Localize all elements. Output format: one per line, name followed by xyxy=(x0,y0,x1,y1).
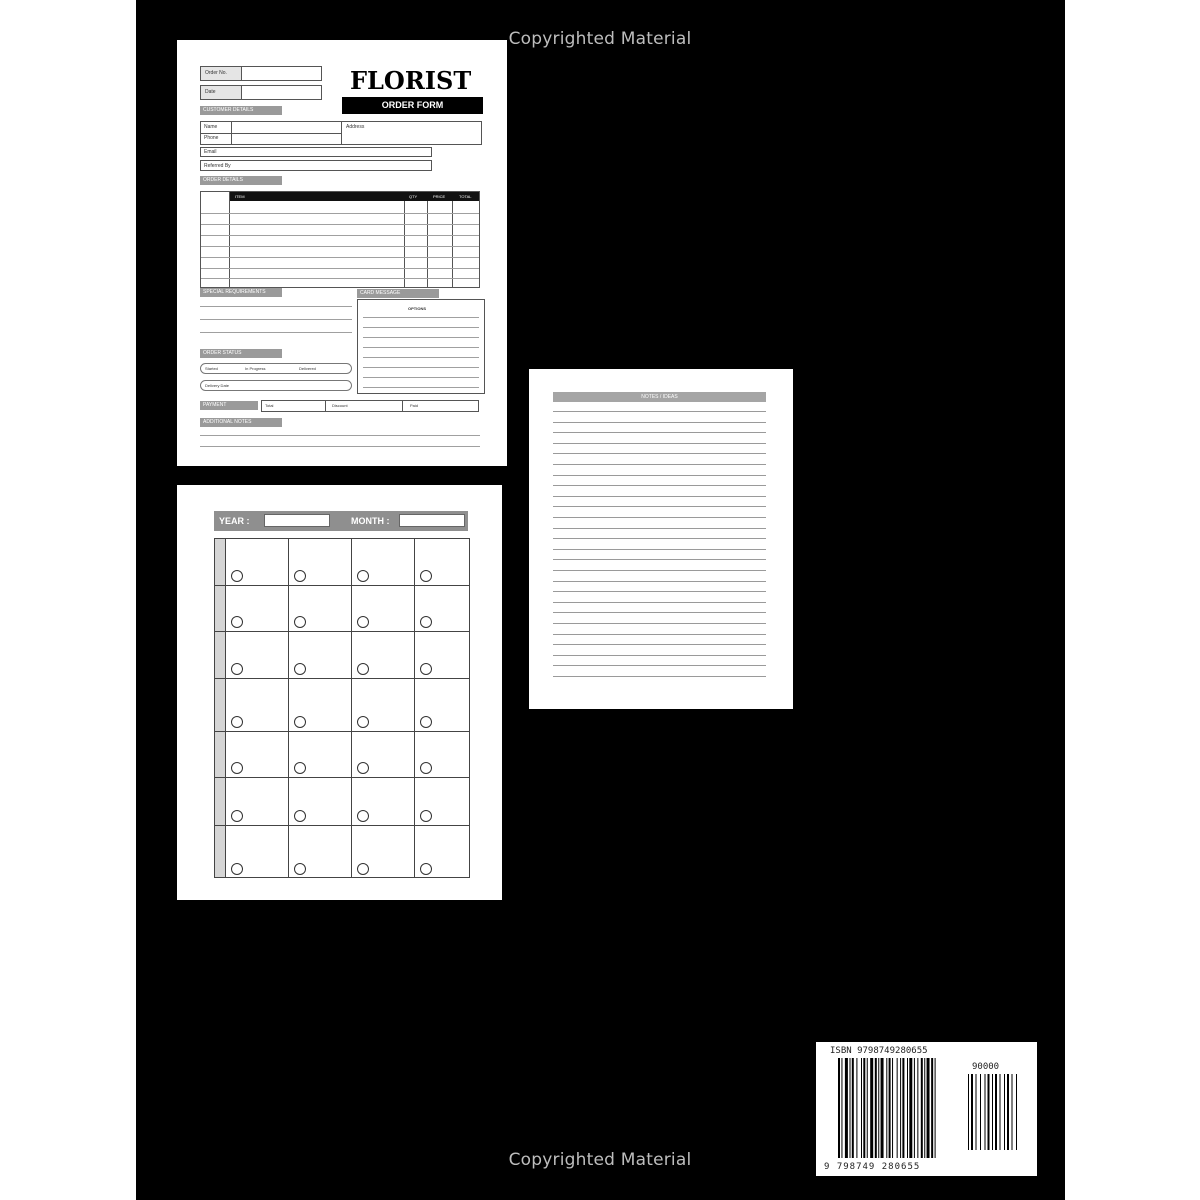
calendar-day-circle xyxy=(294,810,306,822)
barcode-bar xyxy=(976,1074,977,1150)
notes-line xyxy=(553,432,766,433)
barcode-bar xyxy=(902,1058,904,1158)
calendar-day-circle xyxy=(294,762,306,774)
order-table-header xyxy=(229,192,479,201)
notes-line xyxy=(553,665,766,666)
barcode-bar xyxy=(861,1058,862,1158)
card-message-header: CARD MESSAGE xyxy=(357,289,439,298)
barcode-bar xyxy=(968,1074,969,1150)
watermark-top: Copyrighted Material xyxy=(508,29,692,49)
barcode-bar xyxy=(856,1058,857,1158)
notes-line xyxy=(553,602,766,603)
notes-header: NOTES / IDEAS xyxy=(553,392,766,402)
calendar-day-circle xyxy=(294,863,306,875)
notes-line xyxy=(553,485,766,486)
notes-line xyxy=(553,559,766,560)
order-form-page xyxy=(177,40,507,466)
calendar-day-circle xyxy=(357,663,369,675)
col-qty: QTY xyxy=(409,194,418,199)
calendar-row-line xyxy=(214,631,470,632)
notes-line xyxy=(553,443,766,444)
calendar-day-circle xyxy=(420,570,432,582)
calendar-day-circle xyxy=(231,863,243,875)
calendar-col-line xyxy=(288,538,289,878)
isbn-text: ISBN 9798749280655 xyxy=(830,1046,928,1056)
watermark-bottom: Copyrighted Material xyxy=(508,1150,692,1170)
barcode-bar xyxy=(971,1074,973,1150)
month-label: MONTH : xyxy=(351,516,390,526)
barcode-bar xyxy=(1007,1074,1009,1150)
barcode-bar xyxy=(909,1058,912,1158)
barcode-bar xyxy=(927,1058,930,1158)
date-label: Date xyxy=(205,89,216,95)
notes-line xyxy=(553,517,766,518)
additional-notes-header: ADDITIONAL NOTES xyxy=(200,418,282,427)
barcode-bar xyxy=(900,1058,901,1158)
payment-discount-label: Discount xyxy=(332,403,348,408)
barcode-bar xyxy=(850,1058,851,1158)
notes-line xyxy=(553,623,766,624)
barcode-bar xyxy=(917,1058,918,1158)
notes-line xyxy=(553,506,766,507)
year-field xyxy=(264,514,330,527)
notes-line xyxy=(553,422,766,423)
notes-line xyxy=(553,538,766,539)
barcode-bar xyxy=(1000,1074,1001,1150)
barcode-bar xyxy=(907,1058,908,1158)
delivery-date-field xyxy=(200,380,352,391)
order-details-header: ORDER DETAILS xyxy=(200,176,282,185)
barcode-bar xyxy=(889,1058,891,1158)
calendar-row-line xyxy=(214,731,470,732)
notes-line xyxy=(553,411,766,412)
form-subtitle: ORDER FORM xyxy=(342,97,483,114)
card-message-box xyxy=(357,299,485,394)
barcode-bar xyxy=(878,1058,879,1158)
referred-by-label: Referred By xyxy=(204,163,231,169)
notes-line xyxy=(553,549,766,550)
notes-line xyxy=(553,581,766,582)
order-table xyxy=(200,191,480,288)
calendar-day-circle xyxy=(357,716,369,728)
barcode-bar xyxy=(995,1074,997,1150)
order-status-header: ORDER STATUS xyxy=(200,349,282,358)
barcode-bar xyxy=(841,1058,842,1158)
address-label: Address xyxy=(346,124,365,130)
col-total: TOTAL xyxy=(459,194,472,199)
notes-line xyxy=(553,464,766,465)
barcode-bar xyxy=(914,1058,915,1158)
calendar-col-line xyxy=(414,538,415,878)
calendar-grid xyxy=(214,538,470,878)
notes-line xyxy=(553,591,766,592)
barcode-bar xyxy=(875,1058,877,1158)
payment-header: PAYMENT xyxy=(200,401,258,410)
calendar-row-line xyxy=(214,777,470,778)
calendar-day-circle xyxy=(294,570,306,582)
calendar-day-circle xyxy=(420,663,432,675)
calendar-day-circle xyxy=(294,663,306,675)
phone-label: Phone xyxy=(204,135,219,141)
referred-by-field xyxy=(200,160,432,171)
payment-total-label: Total xyxy=(265,403,274,408)
status-delivered: Delivered xyxy=(299,366,316,371)
barcode-bar xyxy=(867,1058,868,1158)
barcode-bar xyxy=(992,1074,993,1150)
calendar-day-circle xyxy=(420,716,432,728)
price-code: 90000 xyxy=(972,1062,1000,1072)
month-field xyxy=(399,514,465,527)
notes-line xyxy=(553,570,766,571)
calendar-day-circle xyxy=(357,616,369,628)
calendar-day-circle xyxy=(231,810,243,822)
isbn-barcode xyxy=(816,1042,1037,1176)
barcode-bar xyxy=(870,1058,873,1158)
order-no-field xyxy=(200,66,322,81)
special-requirements-header: SPECIAL REQUIREMENTS xyxy=(200,288,282,297)
name-label: Name xyxy=(204,124,218,130)
barcode-bar xyxy=(863,1058,865,1158)
notes-line xyxy=(553,655,766,656)
calendar-day-circle xyxy=(231,663,243,675)
status-in-progress: In Progress xyxy=(245,366,266,371)
options-label: OPTIONS xyxy=(408,306,427,311)
year-label: YEAR : xyxy=(219,516,250,526)
status-started: Started xyxy=(205,366,218,371)
notes-line xyxy=(553,634,766,635)
col-price: PRICE xyxy=(433,194,446,199)
notes-page xyxy=(529,369,793,709)
notes-line xyxy=(553,644,766,645)
calendar-day-circle xyxy=(231,716,243,728)
email-label: Email xyxy=(204,149,217,155)
barcode-bar xyxy=(897,1058,898,1158)
calendar-row-line xyxy=(214,678,470,679)
calendar-day-circle xyxy=(357,570,369,582)
barcode-bar xyxy=(1016,1074,1017,1150)
status-options xyxy=(200,363,352,374)
calendar-day-circle xyxy=(420,810,432,822)
barcode-bar xyxy=(1012,1074,1013,1150)
barcode-bars xyxy=(816,1042,1037,1176)
form-title: FLORIST xyxy=(350,66,472,95)
calendar-day-circle xyxy=(294,616,306,628)
notes-line xyxy=(553,453,766,454)
delivery-date-label: Delivery Date xyxy=(205,383,230,388)
barcode-bar xyxy=(845,1058,848,1158)
payment-fields xyxy=(261,400,479,412)
barcode-bar xyxy=(838,1058,840,1158)
barcode-bar xyxy=(985,1074,986,1150)
calendar-day-circle xyxy=(420,616,432,628)
calendar-day-circle xyxy=(420,762,432,774)
barcode-bar xyxy=(921,1058,923,1158)
calendar-row-line xyxy=(214,825,470,826)
col-item: ITEM xyxy=(235,194,245,199)
calendar-day-circle xyxy=(294,716,306,728)
barcode-bar xyxy=(892,1058,893,1158)
date-field xyxy=(200,85,322,100)
calendar-header xyxy=(214,511,468,531)
notes-line xyxy=(553,496,766,497)
barcode-digits: 9 798749 280655 xyxy=(824,1162,921,1172)
calendar-day-circle xyxy=(420,863,432,875)
name-phone-address-box xyxy=(200,121,482,145)
barcode-bar xyxy=(924,1058,925,1158)
email-field xyxy=(200,147,432,157)
notes-line xyxy=(553,676,766,677)
calendar-col-line xyxy=(351,538,352,878)
barcode-bar xyxy=(852,1058,854,1158)
calendar-row-line xyxy=(214,585,470,586)
barcode-bar xyxy=(980,1074,981,1150)
calendar-day-circle xyxy=(231,762,243,774)
calendar-day-circle xyxy=(357,762,369,774)
calendar-day-circle xyxy=(357,863,369,875)
barcode-bar xyxy=(931,1058,933,1158)
barcode-bar xyxy=(988,1074,990,1150)
payment-paid-label: Paid xyxy=(410,403,419,408)
barcode-bar xyxy=(886,1058,887,1158)
barcode-bar xyxy=(1004,1074,1005,1150)
barcode-bar xyxy=(881,1058,884,1158)
order-no-label: Order No. xyxy=(205,70,227,76)
calendar-day-circle xyxy=(231,616,243,628)
customer-details-header: CUSTOMER DETAILS xyxy=(200,106,282,115)
calendar-page xyxy=(177,485,502,900)
notes-line xyxy=(553,528,766,529)
calendar-day-circle xyxy=(231,570,243,582)
calendar-day-circle xyxy=(357,810,369,822)
notes-line xyxy=(553,475,766,476)
barcode-bar xyxy=(935,1058,936,1158)
notes-line xyxy=(553,612,766,613)
